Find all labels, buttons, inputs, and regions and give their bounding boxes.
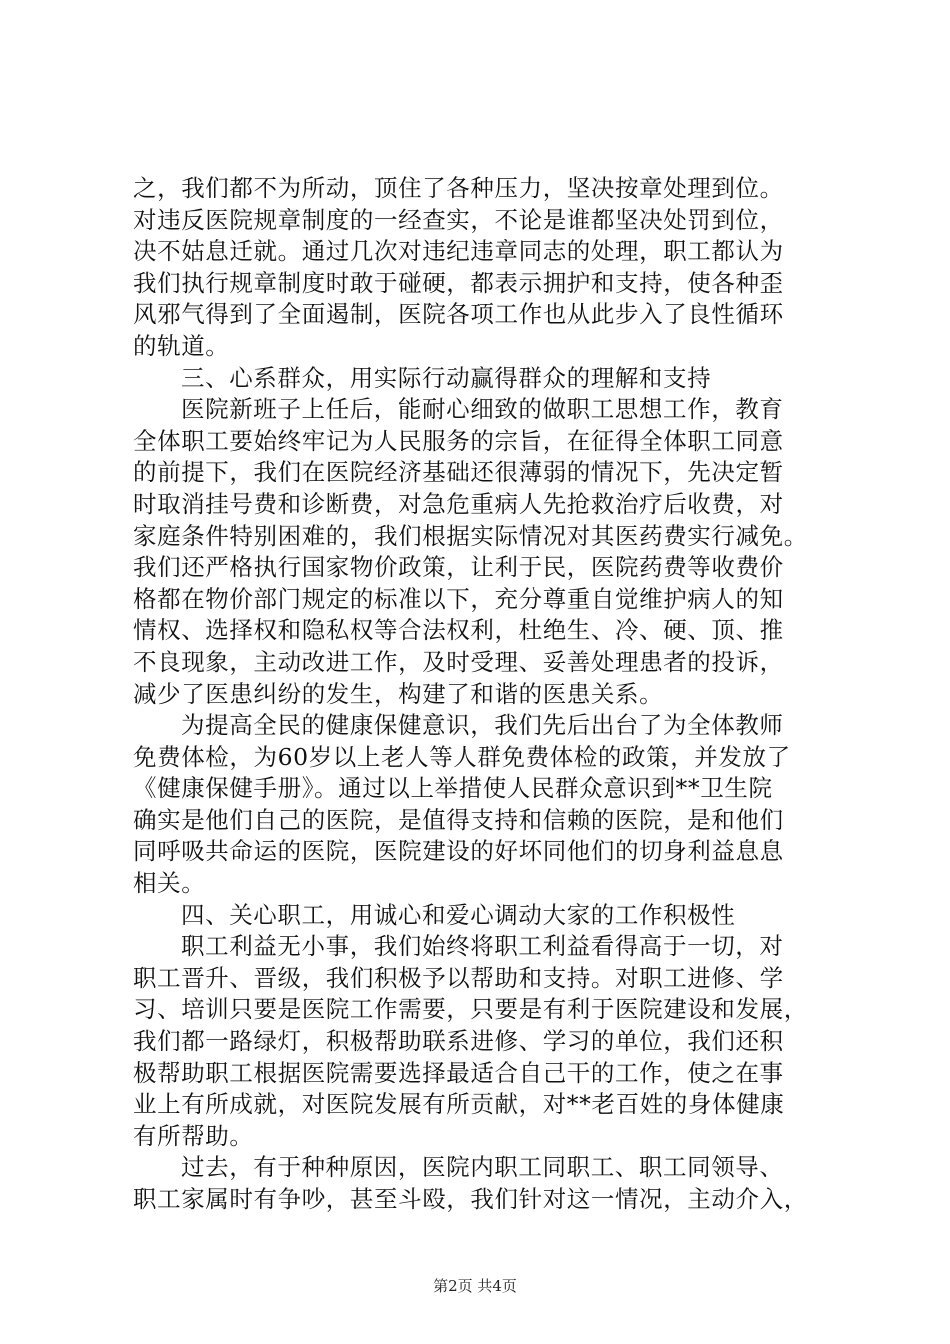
text-line: 风邪气得到了全面遏制，医院各项工作也从此步入了良性循环	[133, 300, 784, 329]
text-line: 三、心系群众，用实际行动赢得群众的理解和支持	[181, 363, 712, 392]
text-line: 免费体检，为60岁以上老人等人群免费体检的政策，并发放了	[133, 742, 791, 771]
text-line: 相关。	[133, 869, 206, 898]
text-line: 之，我们都不为所动，顶住了各种压力，坚决按章处理到位。	[133, 174, 784, 202]
text-line: 格都在物价部门规定的标准以下，充分尊重自觉维护病人的知	[133, 584, 784, 613]
text-line: 职工利益无小事，我们始终将职工利益看得高于一切，对	[181, 932, 784, 961]
page-footer: 第2页 共4页	[433, 1277, 517, 1295]
text-line: 医院新班子上任后，能耐心细致的做职工思想工作，教育	[181, 395, 784, 424]
text-line: 四、关心职工，用诚心和爱心调动大家的工作积极性	[181, 900, 736, 929]
text-line: 的轨道。	[133, 331, 230, 360]
text-line: 的前提下，我们在医院经济基础还很薄弱的情况下，先决定暂	[133, 458, 784, 487]
text-line: 决不姑息迁就。通过几次对违纪违章同志的处理，职工都认为	[133, 237, 784, 266]
text-line: 有所帮助。	[133, 1121, 254, 1150]
document-body	[133, 173, 833, 1216]
text-line: 为提高全民的健康保健意识，我们先后出台了为全体教师	[181, 711, 784, 740]
text-line: 职工家属时有争吵，甚至斗殴，我们针对这一情况，主动介入，	[133, 1185, 808, 1213]
text-line: 我们都一路绿灯，积极帮助联系进修、学习的单位，我们还积	[133, 1027, 784, 1056]
text-line: 极帮助职工根据医院需要选择最适合自己干的工作，使之在事	[133, 1058, 784, 1087]
text-line: 过去，有于种种原因，医院内职工同职工、职工同领导、	[181, 1153, 784, 1182]
text-line: 同呼吸共命运的医院，医院建设的好坏同他们的切身利益息息	[133, 837, 784, 866]
text-line: 对违反医院规章制度的一经查实，不论是谁都坚决处罚到位，	[133, 205, 784, 234]
text-line: 减少了医患纠纷的发生，构建了和谐的医患关系。	[133, 679, 664, 708]
text-line: 业上有所成就，对医院发展有所贡献，对**老百姓的身体健康	[133, 1090, 785, 1119]
text-line: 时取消挂号费和诊断费，对急危重病人先抢救治疗后收费，对	[133, 489, 784, 518]
text-line: 全体职工要始终牢记为人民服务的宗旨，在征得全体职工同意	[133, 426, 784, 455]
text-line: 情权、选择权和隐私权等合法权利，杜绝生、冷、硬、顶、推	[133, 616, 784, 645]
text-line: 确实是他们自己的医院，是值得支持和信赖的医院，是和他们	[133, 805, 784, 834]
text-line: 我们还严格执行国家物价政策，让利于民，医院药费等收费价	[133, 553, 784, 582]
text-line: 我们执行规章制度时敢于碰硬，都表示拥护和支持，使各种歪	[133, 268, 784, 297]
text-line: 家庭条件特别困难的，我们根据实际情况对其医药费实行减免。	[133, 521, 808, 550]
text-line: 不良现象，主动改进工作，及时受理、妥善处理患者的投诉，	[133, 647, 784, 676]
text-line: 习、培训只要是医院工作需要，只要是有利于医院建设和发展，	[133, 995, 808, 1024]
text-line: 职工晋升、晋级，我们积极予以帮助和支持。对职工进修、学	[133, 963, 784, 992]
text-line: 《健康保健手册》。通过以上举措使人民群众意识到**卫生院	[133, 774, 773, 803]
